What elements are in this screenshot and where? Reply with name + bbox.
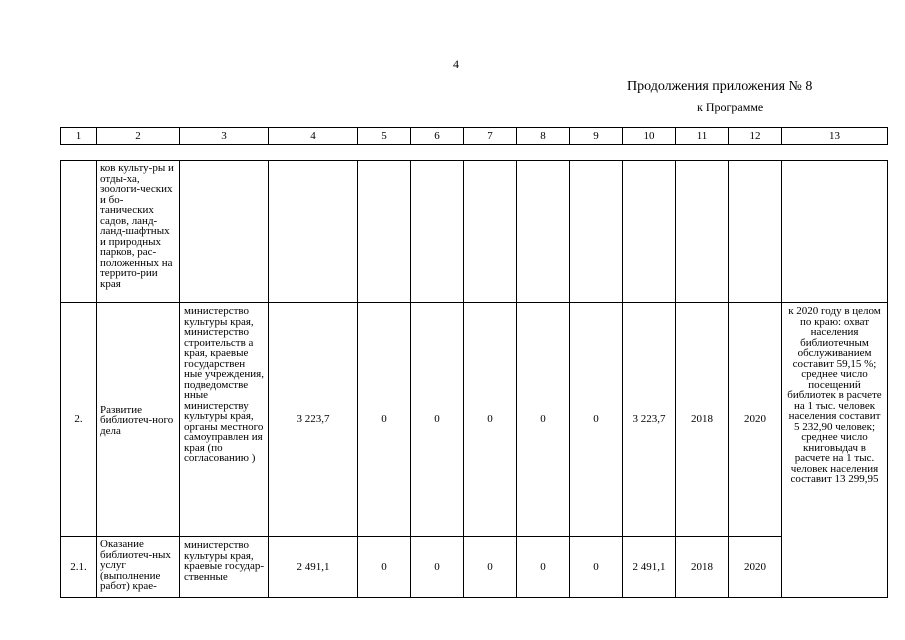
measure-name-cell: Оказание библиотеч-ных услуг (выполнение работ) крае- [97,537,180,598]
table-row [61,537,888,598]
value-cell: 2 491,1 [623,537,676,598]
total-cell [269,161,358,303]
header-cell: 1 [61,128,97,145]
start-year-cell: 2018 [676,537,729,598]
end-year-cell [729,161,782,303]
total-cell: 2 491,1 [269,537,358,598]
header-cell: 12 [729,128,782,145]
header-row [61,128,888,145]
header-cell: 10 [623,128,676,145]
header-cell: 4 [269,128,358,145]
value-cell: 0 [411,537,464,598]
value-cell: 0 [358,537,411,598]
table-row [61,161,888,303]
total-cell: 3 223,7 [269,303,358,537]
table-row [61,303,888,537]
header-cell: 2 [97,128,180,145]
start-year-cell [676,161,729,303]
value-cell: 0 [411,303,464,537]
header-cell: 13 [782,128,888,145]
value-cell: 0 [464,537,517,598]
header-cell: 7 [464,128,517,145]
value-cell [411,161,464,303]
value-cell: 0 [517,303,570,537]
header-cell: 3 [180,128,269,145]
value-cell [464,161,517,303]
value-cell: 0 [570,303,623,537]
header-cell: 6 [411,128,464,145]
value-cell: 0 [570,537,623,598]
appendix-title: Продолжения приложения № 8 [627,79,813,94]
measure-name-cell: Развитие библиотеч-ного дела [97,303,180,537]
value-cell [623,161,676,303]
row-number-cell [61,161,97,303]
header-cell: 8 [517,128,570,145]
row-number-cell: 2.1. [61,537,97,598]
value-cell: 3 223,7 [623,303,676,537]
end-year-cell: 2020 [729,303,782,537]
executor-cell: министерство культуры края, министерство строительств а края, краевые государствен ные учреждения, подведомстве нные министерству культуры края, органы местного самоуправлен ия края (по согласованию ) [180,303,269,537]
header-cell: 5 [358,128,411,145]
value-cell: 0 [517,537,570,598]
result-cell: к 2020 году в целом по краю: охват населения библиотечным обслуживанием составит 59,15 %; среднее число посещений библиотек в расчете на 1 тыс. человек населения составит 5 232,90 человек; среднее число книговыдач в расчете на 1 тыс. человек населения составит 13 299,95 [782,303,888,598]
page-number: 4 [453,57,459,71]
header-cell: 9 [570,128,623,145]
value-cell: 0 [464,303,517,537]
value-cell: 0 [358,303,411,537]
value-cell [358,161,411,303]
appendix-subtitle: к Программе [697,100,764,114]
header-cell: 11 [676,128,729,145]
result-cell [782,161,888,303]
end-year-cell: 2020 [729,537,782,598]
program-table [60,160,888,598]
executor-cell [180,161,269,303]
row-number-cell: 2. [61,303,97,537]
column-number-header [60,127,888,145]
measure-name-cell: ков культу-ры и отды-ха, зоологи-ческих и бо-танических садов, ланд-ланд-шафтных и природных парков, рас-положенных на террито-рии края [97,161,180,303]
executor-cell: министерство культуры края, краевые государ-ственные [180,537,269,598]
value-cell [517,161,570,303]
start-year-cell: 2018 [676,303,729,537]
value-cell [570,161,623,303]
